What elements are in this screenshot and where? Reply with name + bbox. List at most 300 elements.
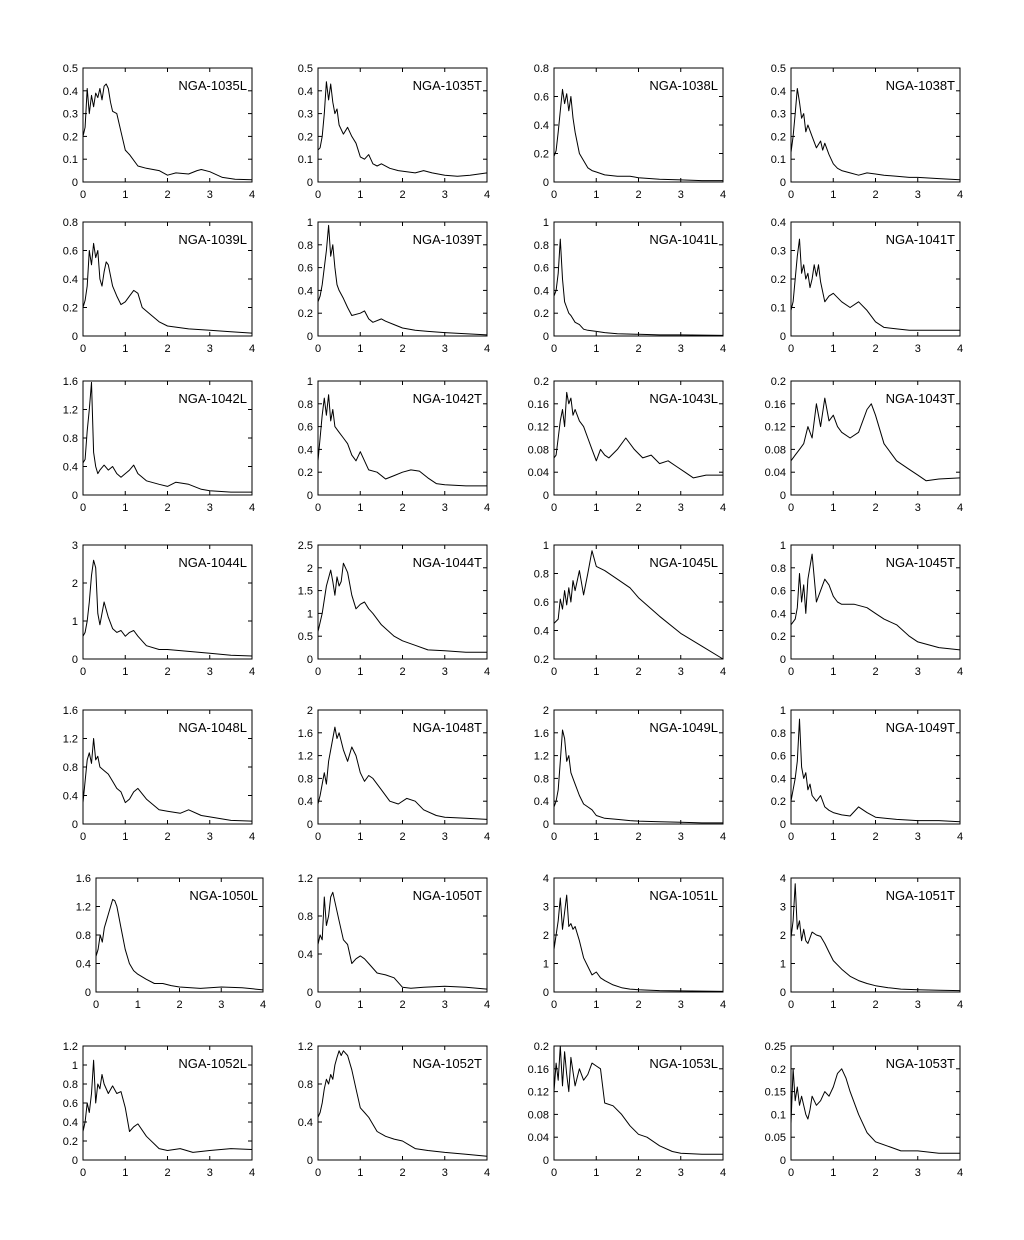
y-tick-label: 0.1 [770, 1109, 786, 1122]
y-tick-label: 0.6 [62, 1098, 78, 1110]
x-tick-label: 4 [719, 666, 727, 678]
x-tick-label: 0 [787, 831, 795, 843]
x-tick-label: 2 [635, 343, 642, 355]
series-line [554, 895, 723, 991]
y-tick-label: 0.08 [764, 444, 786, 457]
y-tick-label: 0.1 [297, 154, 313, 167]
x-tick-label: 1 [593, 189, 600, 201]
x-tick-label: 2 [635, 189, 642, 201]
y-tick-label: 0 [779, 490, 786, 502]
x-tick-label: 2 [635, 502, 642, 514]
y-tick-label: 0.8 [297, 911, 313, 923]
x-tick-label: 2 [872, 189, 879, 201]
y-tick-label: 0.2 [533, 148, 549, 161]
y-tick-label: 2.5 [297, 540, 313, 552]
y-tick-label: 0.4 [770, 608, 786, 621]
panel-title: NGA-1035T [412, 78, 482, 93]
y-tick-label: 1.2 [62, 733, 78, 746]
y-tick-label: 0.4 [533, 120, 549, 132]
y-tick-label: 0.3 [770, 108, 786, 121]
x-tick-label: 0 [550, 831, 558, 843]
y-tick-label: 1 [542, 540, 549, 552]
y-tick-label: 0.2 [770, 131, 786, 144]
x-tick-label: 1 [830, 831, 837, 843]
panel-title: NGA-1049T [885, 720, 955, 735]
y-tick-label: 2 [306, 562, 313, 575]
chart-panel [63, 217, 255, 355]
y-tick-label: 0.2 [533, 376, 549, 388]
y-tick-label: 4 [542, 873, 549, 885]
series-line [83, 1060, 252, 1152]
y-tick-label: 0.4 [770, 217, 786, 229]
y-tick-label: 0.4 [770, 85, 786, 98]
y-tick-label: 1.2 [297, 750, 313, 763]
y-tick-label: 0.4 [297, 1117, 313, 1129]
x-tick-label: 4 [956, 189, 964, 201]
y-tick-label: 0.8 [297, 1079, 313, 1091]
y-tick-label: 0 [779, 177, 786, 189]
y-tick-label: 0 [542, 177, 549, 189]
y-tick-label: 0.2 [62, 1136, 78, 1148]
y-tick-label: 0 [71, 654, 78, 666]
y-tick-label: 0.1 [770, 154, 786, 167]
x-tick-label: 0 [314, 189, 322, 201]
y-tick-label: 1 [779, 958, 786, 971]
x-tick-label: 0 [314, 999, 322, 1011]
y-tick-label: 0.2 [297, 131, 313, 144]
x-tick-label: 4 [483, 502, 491, 514]
x-tick-label: 1 [593, 343, 600, 355]
y-tick-label: 0 [71, 177, 78, 189]
x-tick-label: 1 [122, 831, 129, 843]
x-tick-label: 1 [357, 999, 364, 1011]
x-tick-label: 4 [719, 1167, 727, 1179]
y-tick-label: 0.8 [62, 1079, 78, 1091]
y-tick-label: 0.8 [533, 239, 549, 252]
panel-title: NGA-1053L [649, 1056, 718, 1071]
y-tick-label: 0.8 [75, 930, 91, 942]
y-tick-label: 2 [779, 930, 786, 942]
x-tick-label: 2 [164, 343, 171, 355]
x-tick-label: 0 [314, 666, 322, 678]
chart-panel [765, 376, 963, 514]
y-tick-label: 0.2 [770, 376, 786, 388]
panel-title: NGA-1043T [885, 391, 955, 406]
y-tick-label: 0.2 [770, 274, 786, 286]
x-tick-label: 0 [787, 1167, 795, 1179]
x-tick-label: 3 [914, 502, 921, 514]
y-tick-label: 0.5 [62, 63, 78, 75]
x-tick-label: 0 [79, 1167, 87, 1179]
y-tick-label: 0.3 [770, 245, 786, 258]
x-tick-label: 4 [483, 999, 491, 1011]
y-tick-label: 1.6 [533, 727, 549, 740]
x-tick-label: 4 [719, 999, 727, 1011]
panel-title: NGA-1050T [412, 888, 482, 903]
x-tick-label: 2 [635, 831, 642, 843]
x-tick-label: 2 [399, 999, 406, 1011]
y-tick-label: 0.6 [533, 597, 549, 609]
x-tick-label: 4 [956, 1167, 964, 1179]
y-tick-label: 0.15 [764, 1086, 786, 1099]
x-tick-label: 4 [248, 831, 256, 843]
x-tick-label: 3 [914, 666, 921, 678]
y-tick-label: 0 [71, 331, 78, 343]
y-tick-label: 0.4 [770, 773, 786, 786]
x-tick-label: 3 [441, 831, 448, 843]
y-tick-label: 0 [779, 987, 786, 999]
x-tick-label: 3 [677, 502, 684, 514]
panel-title: NGA-1049L [649, 720, 718, 735]
y-tick-label: 0.04 [527, 467, 549, 480]
panel-title: NGA-1038L [649, 78, 718, 93]
y-tick-label: 0.8 [533, 773, 549, 786]
panel-title: NGA-1052T [412, 1056, 482, 1071]
panel-title: NGA-1045T [885, 555, 955, 570]
x-tick-label: 1 [122, 343, 129, 355]
chart-panel [534, 540, 726, 678]
y-tick-label: 0.4 [297, 949, 313, 961]
y-tick-label: 0.8 [62, 217, 78, 229]
y-tick-label: 0.6 [533, 262, 549, 275]
y-tick-label: 0.4 [62, 274, 78, 286]
y-tick-label: 0.8 [62, 762, 78, 774]
panel-title: NGA-1044L [178, 555, 247, 570]
y-tick-label: 3 [71, 540, 78, 552]
y-tick-label: 0.4 [62, 790, 78, 803]
chart-panel [72, 540, 255, 678]
x-tick-label: 0 [79, 666, 87, 678]
y-tick-label: 0.04 [527, 1132, 549, 1145]
x-tick-label: 2 [872, 831, 879, 843]
x-tick-label: 0 [79, 831, 87, 843]
chart-panel [63, 705, 255, 843]
x-tick-label: 0 [550, 189, 558, 201]
y-tick-label: 0.6 [62, 245, 78, 258]
x-tick-label: 4 [719, 343, 727, 355]
x-tick-label: 4 [483, 831, 491, 843]
y-tick-label: 3 [779, 901, 786, 914]
x-tick-label: 3 [677, 189, 684, 201]
x-tick-label: 0 [79, 502, 87, 514]
series-line [554, 89, 723, 180]
panel-title: NGA-1052L [178, 1056, 247, 1071]
panel-title: NGA-1045L [649, 555, 718, 570]
y-tick-label: 0.5 [297, 63, 313, 75]
x-tick-label: 2 [872, 343, 879, 355]
y-tick-label: 0 [542, 331, 549, 343]
x-tick-label: 1 [593, 831, 600, 843]
x-tick-label: 3 [441, 666, 448, 678]
y-tick-label: 0 [542, 987, 549, 999]
x-tick-label: 0 [314, 502, 322, 514]
y-tick-label: 0.4 [533, 796, 549, 809]
panel-title: NGA-1053T [885, 1056, 955, 1071]
panel-title: NGA-1035L [178, 78, 247, 93]
series-line [554, 730, 723, 823]
y-tick-label: 0.2 [533, 1041, 549, 1053]
y-tick-label: 0.25 [764, 1041, 786, 1053]
x-tick-label: 1 [830, 502, 837, 514]
y-tick-label: 1.6 [75, 873, 91, 885]
y-tick-label: 0.6 [770, 750, 786, 763]
y-tick-label: 0.6 [533, 91, 549, 104]
panel-title: NGA-1042T [412, 391, 482, 406]
x-tick-label: 3 [206, 1167, 213, 1179]
chart-panel [63, 63, 255, 201]
y-tick-label: 0.04 [764, 467, 786, 480]
y-tick-label: 0.2 [770, 796, 786, 809]
y-tick-label: 0.4 [297, 444, 313, 457]
y-tick-label: 0.1 [62, 154, 78, 167]
x-tick-label: 1 [593, 666, 600, 678]
series-line [791, 398, 960, 481]
y-tick-label: 1.2 [297, 1041, 313, 1053]
x-tick-label: 4 [248, 502, 256, 514]
x-tick-label: 3 [677, 343, 684, 355]
x-tick-label: 0 [550, 1167, 558, 1179]
series-line [318, 563, 487, 652]
x-tick-label: 4 [483, 666, 491, 678]
x-tick-label: 4 [956, 343, 964, 355]
panel-title: NGA-1044T [412, 555, 482, 570]
x-tick-label: 3 [914, 999, 921, 1011]
x-tick-label: 3 [206, 502, 213, 514]
x-tick-label: 4 [483, 1167, 491, 1179]
x-tick-label: 0 [787, 999, 795, 1011]
y-tick-label: 2 [71, 578, 78, 590]
y-tick-label: 0 [779, 331, 786, 343]
x-tick-label: 4 [248, 666, 256, 678]
series-line [83, 739, 252, 822]
y-tick-label: 3 [542, 901, 549, 914]
panel-title: NGA-1051L [649, 888, 718, 903]
series-line [791, 239, 960, 330]
y-tick-label: 1 [306, 217, 313, 229]
y-tick-label: 0.2 [770, 631, 786, 644]
x-tick-label: 1 [593, 1167, 600, 1179]
y-tick-label: 4 [779, 873, 786, 885]
x-tick-label: 4 [719, 831, 727, 843]
x-tick-label: 3 [914, 343, 921, 355]
chart-panel [298, 217, 490, 355]
y-tick-label: 0 [542, 819, 549, 831]
x-tick-label: 4 [248, 1167, 256, 1179]
x-tick-label: 3 [677, 1167, 684, 1179]
y-tick-label: 0.12 [527, 1086, 549, 1099]
x-tick-label: 3 [206, 666, 213, 678]
x-tick-label: 3 [677, 831, 684, 843]
x-tick-label: 3 [206, 343, 213, 355]
x-tick-label: 2 [872, 999, 879, 1011]
y-tick-label: 0 [71, 1155, 78, 1167]
chart-panel [534, 705, 726, 843]
series-line [318, 892, 487, 989]
x-tick-label: 3 [914, 1167, 921, 1179]
y-tick-label: 0.12 [527, 421, 549, 434]
y-tick-label: 0.8 [297, 773, 313, 786]
chart-panel [298, 705, 490, 843]
y-tick-label: 1 [306, 608, 313, 621]
y-tick-label: 0 [71, 819, 78, 831]
x-tick-label: 3 [441, 999, 448, 1011]
y-tick-label: 1.5 [297, 585, 313, 598]
y-tick-label: 1.6 [62, 376, 78, 388]
chart-panel [771, 540, 963, 678]
y-tick-label: 1 [542, 217, 549, 229]
y-tick-label: 0.3 [297, 108, 313, 121]
series-line [318, 395, 487, 486]
x-tick-label: 1 [593, 502, 600, 514]
x-tick-label: 3 [441, 343, 448, 355]
y-tick-label: 0.1 [770, 302, 786, 315]
x-tick-label: 1 [357, 189, 364, 201]
panel-title: NGA-1048T [412, 720, 482, 735]
x-tick-label: 1 [830, 999, 837, 1011]
panel-title: NGA-1050L [189, 888, 258, 903]
y-tick-label: 0.8 [770, 727, 786, 740]
y-tick-label: 0.8 [533, 63, 549, 75]
x-tick-label: 4 [259, 999, 267, 1011]
series-line [791, 1069, 960, 1153]
y-tick-label: 0 [542, 490, 549, 502]
x-tick-label: 3 [441, 1167, 448, 1179]
x-tick-label: 2 [164, 1167, 171, 1179]
chart-panel [298, 376, 490, 514]
x-tick-label: 0 [787, 343, 795, 355]
panel-title: NGA-1042L [178, 391, 247, 406]
y-tick-label: 0.2 [297, 308, 313, 321]
x-tick-label: 4 [248, 189, 256, 201]
x-tick-label: 4 [719, 189, 727, 201]
y-tick-label: 0.4 [297, 85, 313, 98]
series-line [83, 560, 252, 656]
y-tick-label: 0 [779, 654, 786, 666]
x-tick-label: 0 [550, 502, 558, 514]
x-tick-label: 2 [635, 1167, 642, 1179]
chart-panel [528, 1041, 726, 1179]
panel-title: NGA-1041L [649, 232, 718, 247]
x-tick-label: 0 [550, 343, 558, 355]
x-tick-label: 1 [830, 666, 837, 678]
x-tick-label: 0 [314, 1167, 322, 1179]
x-tick-label: 1 [357, 666, 364, 678]
x-tick-label: 2 [399, 502, 406, 514]
y-tick-label: 0.16 [527, 398, 549, 411]
y-tick-label: 1.2 [62, 1041, 78, 1053]
y-tick-label: 0.8 [297, 398, 313, 411]
y-tick-label: 1 [779, 540, 786, 552]
y-tick-label: 0.4 [75, 958, 91, 971]
x-tick-label: 1 [122, 1167, 129, 1179]
x-tick-label: 0 [92, 999, 100, 1011]
series-line [83, 84, 252, 180]
x-tick-label: 2 [872, 1167, 879, 1179]
x-tick-label: 3 [218, 999, 225, 1011]
y-tick-label: 0.8 [533, 568, 549, 581]
y-tick-label: 0.16 [764, 398, 786, 411]
series-line [318, 727, 487, 819]
y-tick-label: 1 [306, 376, 313, 388]
panel-title: NGA-1051T [885, 888, 955, 903]
y-tick-label: 0.5 [770, 63, 786, 75]
y-tick-label: 0.2 [770, 1063, 786, 1076]
x-tick-label: 2 [872, 502, 879, 514]
x-tick-label: 3 [206, 831, 213, 843]
x-tick-label: 0 [787, 189, 795, 201]
x-tick-label: 2 [164, 831, 171, 843]
x-tick-label: 1 [593, 999, 600, 1011]
y-tick-label: 2 [542, 930, 549, 942]
y-tick-label: 0.2 [62, 131, 78, 144]
x-tick-label: 0 [787, 502, 795, 514]
y-tick-label: 0.16 [527, 1063, 549, 1076]
x-tick-label: 2 [399, 1167, 406, 1179]
x-tick-label: 2 [164, 189, 171, 201]
y-tick-label: 0.2 [533, 654, 549, 666]
x-tick-label: 1 [830, 189, 837, 201]
y-tick-label: 1 [542, 958, 549, 971]
x-tick-label: 3 [914, 189, 921, 201]
series-line [96, 899, 263, 990]
y-tick-label: 0.6 [770, 585, 786, 598]
x-tick-label: 4 [956, 666, 964, 678]
x-tick-label: 2 [635, 999, 642, 1011]
x-tick-label: 2 [635, 666, 642, 678]
x-tick-label: 1 [357, 343, 364, 355]
panel-title: NGA-1039T [412, 232, 482, 247]
x-tick-label: 4 [956, 999, 964, 1011]
x-tick-label: 0 [79, 343, 87, 355]
chart-panel [298, 873, 490, 1011]
chart-panel [63, 1041, 255, 1179]
panel-title: NGA-1039L [178, 232, 247, 247]
x-tick-label: 2 [176, 999, 183, 1011]
x-tick-label: 2 [399, 831, 406, 843]
x-tick-label: 1 [122, 189, 129, 201]
y-tick-label: 0 [779, 1155, 786, 1167]
y-tick-label: 0.4 [62, 461, 78, 474]
x-tick-label: 2 [399, 189, 406, 201]
y-tick-label: 0.4 [533, 625, 549, 638]
x-tick-label: 0 [787, 666, 795, 678]
x-tick-label: 0 [550, 666, 558, 678]
series-line [554, 239, 723, 335]
y-tick-label: 0.4 [297, 796, 313, 809]
panel-title: NGA-1048L [178, 720, 247, 735]
y-tick-label: 0.2 [62, 302, 78, 315]
x-tick-label: 1 [357, 831, 364, 843]
chart-panel [76, 873, 266, 1011]
y-tick-label: 1 [71, 1060, 78, 1072]
panel-title: NGA-1041T [885, 232, 955, 247]
chart-panel [528, 376, 726, 514]
x-tick-label: 1 [830, 1167, 837, 1179]
chart-panel [543, 873, 726, 1011]
y-tick-label: 0 [779, 819, 786, 831]
chart-panel [298, 540, 490, 678]
y-tick-label: 0.8 [62, 433, 78, 445]
y-tick-label: 2 [542, 705, 549, 717]
y-tick-label: 0.2 [297, 467, 313, 480]
y-tick-label: 0 [71, 490, 78, 502]
x-tick-label: 1 [134, 999, 141, 1011]
y-tick-label: 0.08 [527, 1109, 549, 1122]
chart-panel [780, 873, 963, 1011]
y-tick-label: 0 [306, 654, 313, 666]
x-tick-label: 2 [399, 343, 406, 355]
x-tick-label: 4 [956, 502, 964, 514]
